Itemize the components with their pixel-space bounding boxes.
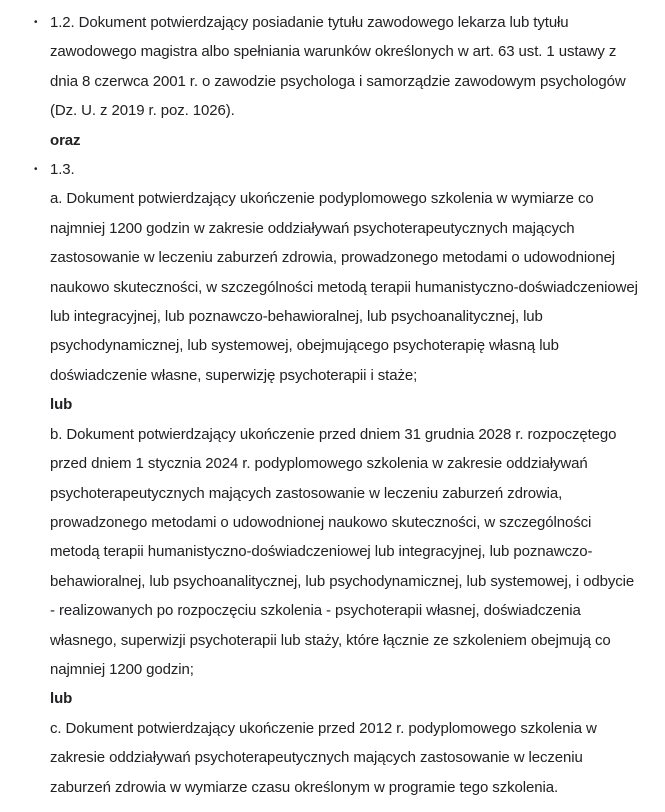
clause-1-3-header: 1.3. [50, 161, 75, 179]
list-item-1-3 [33, 155, 640, 802]
bullet-icon: • [34, 164, 38, 176]
list-item-content [50, 8, 640, 155]
clause-1-2: 1.2. Dokument potwierdzający posiadanie tytułu zawodowego lekarza lub tytułu zawodowego magistra albo spełniania warunków określonych w art. 63 ust. 1 ustawy z dnia 8 czerwca 2001 r. o zawodzie psychologa i samorządzie zawodowym psychologów (Dz. U. z 2019 r. poz. 1026). [50, 14, 626, 120]
list-item-content [50, 155, 640, 802]
bullet-icon: • [34, 17, 38, 28]
clause-1-3-a: a. Dokument potwierdzający ukończenie podyplomowego szkolenia w wymiarze co najmniej 1200 godzin w zakresie oddziaływań psychoterapeutycznych mających zastosowanie w leczeniu zaburzeń zdrowia, prowadzonego metodami o udowodnionej naukowo skuteczności, w szczególności metodą terapii humanistyczno-doświadczeniowej lub integracyjnej, lub poznawczo-behawioralnej, lub psychoanalitycznej, lub psychodynamicznej, lub systemowej, obejmującego psychoterapię własną lub doświadczenie własne, superwizję psychoterapii i staże; [50, 190, 638, 384]
clause-1-3-b: b. Dokument potwierdzający ukończenie przed dniem 31 grudnia 2028 r. rozpoczętego przed dniem 1 stycznia 2024 r. podyplomowego szkolenia w zakresie oddziaływań psychoterapeutycznych mających zastosowanie w leczeniu zaburzeń zdrowia, prowadzonego metodami o udowodnionej naukowo skuteczności, w szczególności metodą terapii humanistyczno-doświadczeniowej lub integracyjnej, lub poznawczo-behawioralnej, lub psychoanalitycznej, lub psychodynamicznej, lub systemowej, i odbycie - realizowanych po rozpoczęciu szkolenia - psychoterapii własnej, doświadczenia własnego, superwizji psychoterapii lub staży, które łącznie ze szkoleniem obejmują co najmniej 1200 godzin; [50, 425, 635, 678]
conjunction-lub-1: lub [50, 396, 73, 414]
list-item-1-2 [33, 8, 640, 155]
conjunction-oraz: oraz [50, 131, 81, 149]
clause-1-3-c: c. Dokument potwierdzający ukończenie przed 2012 r. podyplomowego szkolenia w zakresie oddziaływań psychoterapeutycznych mających zastosowanie w leczeniu zaburzeń zdrowia w wymiarze czasu określonym w programie tego szkolenia. [50, 719, 597, 796]
conjunction-lub-2: lub [50, 690, 73, 708]
